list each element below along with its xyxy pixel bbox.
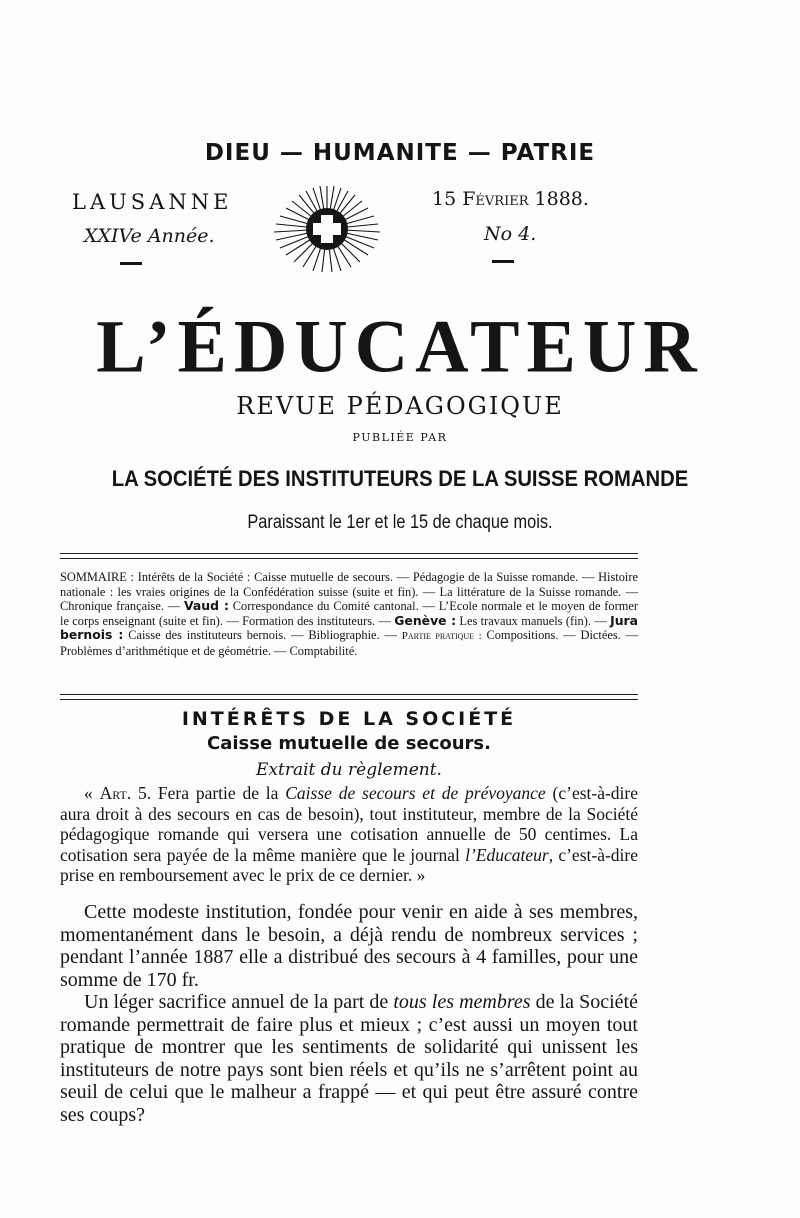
article-title: INTÉRÊTS DE LA SOCIÉTÉ	[181, 708, 517, 730]
swiss-cross-emblem-icon	[272, 186, 382, 272]
paragraph: Un léger sacrifice annuel de la part de tous les membres de la Société romande permettrait de faire plus et mieux ; c’est aussi un moyen tout pratique de montrer que les sentiments de solidarité qui unissent les instituteurs de notre pays sont bien réels et qu’ils ne s’arrêtent point au seuil de celui que le malheur a frappé — et qui peut être assuré contre ses coups?	[60, 991, 638, 1126]
toc-label: SOMMAIRE	[60, 570, 127, 584]
published-by: PUBLIÉE PAR	[352, 431, 448, 444]
issue-date: 15 Février 1888.	[432, 188, 589, 210]
paragraph: Cette modeste institution, fondée pour venir en aide à ses membres, momentanément dans le besoin, a déjà rendu de nombreux services ; pendant l’année 1887 elle a distribué des secours à 4 familles, pour une somme de 170 fr.	[60, 901, 638, 991]
volume-year: XXIVe Année.	[84, 225, 215, 247]
place-name: LAUSANNE	[72, 190, 233, 214]
society-name: LA SOCIÉTÉ DES INSTITUTEURS DE LA SUISSE ROMANDE	[111, 466, 689, 491]
divider	[492, 260, 514, 263]
regulation-quote: « Art. 5. Fera partie de la Caisse de secours et de prévoyance (c’est-à-dire aura droit à des secours en cas de besoin), tout instituteur, membre de la Société pédagogique romande qui versera une cotisation annuelle de 50 centimes. La cotisation sera payée de la même manière que le journal l’Educateur, c’est-à-dire prise en remboursement avec le prix de ce dernier. »	[60, 783, 639, 886]
table-of-contents: SOMMAIRE : Intérêts de la Société : Caisse mutuelle de secours. — Pédagogie de la Suisse romande. — Histoire nationale : les vraies origines de la Confédération suisse (suite et fin). — La littérature de la Suisse romande. — Chronique française. — Vaud : Correspondance du Comité cantonal. — L’Ecole normale et le moyen de former le corps enseignant (suite et fin). — Formation des instituteurs. — Genève : Les travaux manuels (fin). — Jura bernois : Caisse des instituteurs bernois. — Bibliographie. — Partie pratique : Compositions. — Dictées. — Problèmes d’arithmétique et de géométrie. — Comptabilité.	[60, 570, 639, 658]
publication-frequency: Paraissant le 1er et le 15 de chaque mois.	[247, 512, 553, 533]
divider	[120, 262, 142, 265]
issue-number: No 4.	[484, 223, 537, 245]
article-subtitle: Caisse mutuelle de secours.	[206, 733, 491, 754]
motto: DIEU — HUMANITE — PATRIE	[204, 140, 596, 166]
journal-title: L’ÉDUCATEUR	[96, 305, 704, 389]
rule	[60, 558, 638, 559]
rule	[60, 694, 638, 695]
rule	[60, 699, 638, 700]
rule	[60, 553, 638, 554]
journal-subtitle: REVUE PÉDAGOGIQUE	[236, 392, 564, 420]
article-extract-label: Extrait du règlement.	[256, 760, 442, 780]
